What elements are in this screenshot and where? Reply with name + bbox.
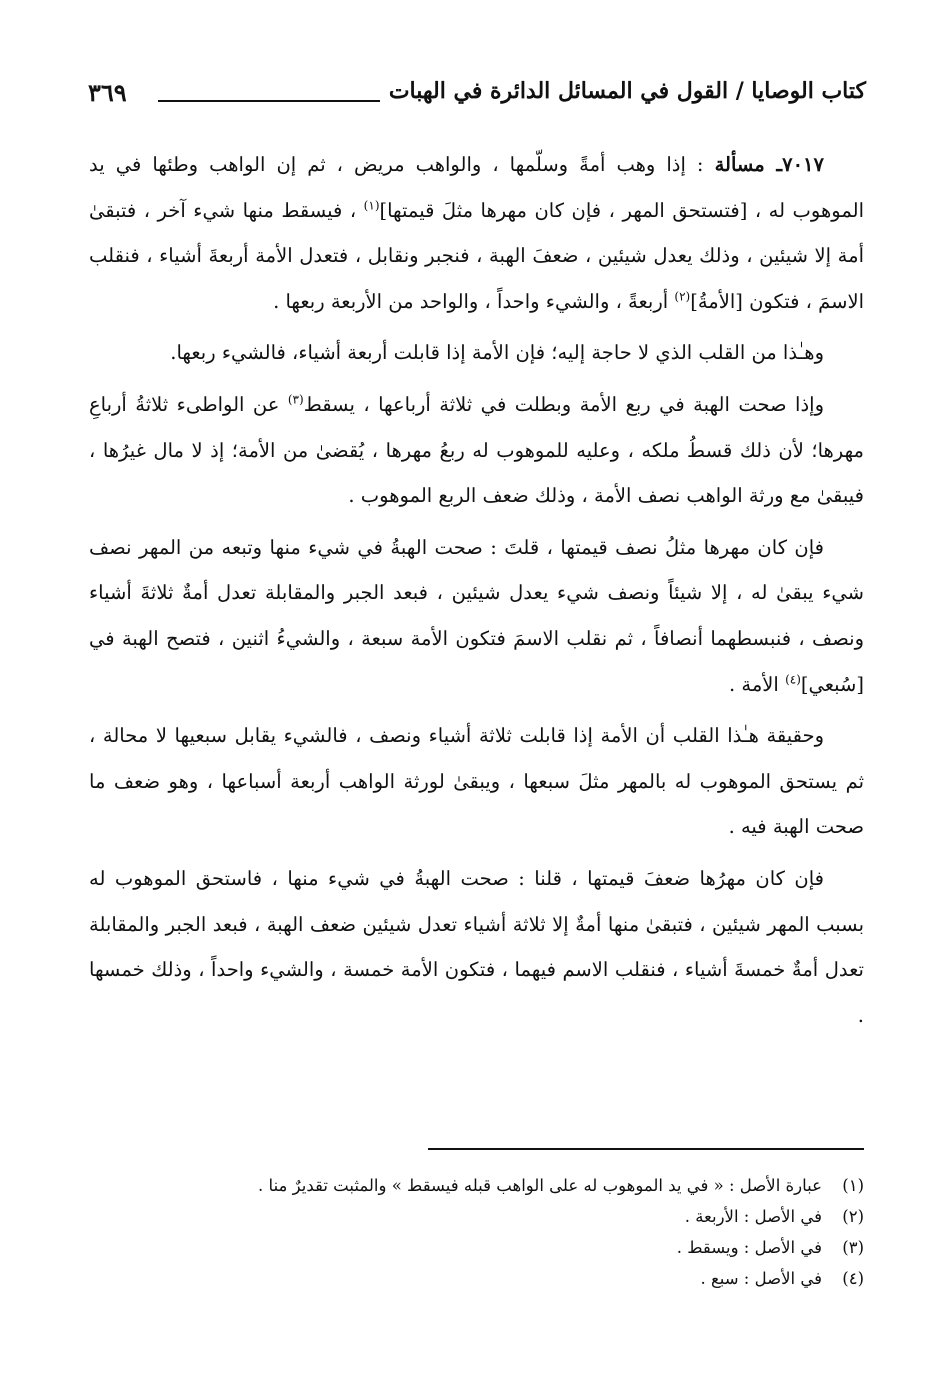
footnote-number: (١) [842, 1176, 864, 1195]
page-number: ٣٦٩ [88, 78, 127, 107]
paragraph-4 [89, 525, 864, 707]
footnote-3 [89, 1232, 864, 1263]
paragraph-6: فإن كان مهرُها ضعفَ قيمتها ، قلنا : صحت الهبةُ في شيء منها ، فاستحق الموهوب له بسبب المهر شيئين ، فتبقىٰ منها أمةٌ إلا ثلاثة أشياء تعدل شيئين ضعف الهبة ، فبعد الجبر والمقابلة تعدل أمةٌ خمسةَ أشياء ، فنقلب الاسم فيهما ، فتكون الأمة خمسة ، والشيء واحداً ، وذلك خمسها . [89, 866, 864, 1027]
paragraph-2: وهـٰذا من القلب الذي لا حاجة إليه؛ فإن الأمة إذا قابلت أربعة أشياء، فالشيء ربعها. [170, 341, 824, 365]
footnote-text: في الأصل : ويسقط . [676, 1238, 822, 1257]
footnote-separator [428, 1148, 864, 1150]
running-header [88, 72, 866, 122]
issue-number: ٧٠١٧ـ مسألة [714, 153, 824, 176]
footnote-1 [89, 1170, 864, 1201]
footnote-text: في الأصل : سبع . [700, 1269, 822, 1288]
running-title: كتاب الوصايا / القول في المسائل الدائرة في الهبات [388, 78, 866, 104]
footnote-number: (٢) [842, 1207, 864, 1226]
footnote-ref-3: (٣) [287, 392, 304, 407]
paragraph-1 [89, 142, 864, 324]
footnote-text: عبارة الأصل : « في يد الموهوب له على الواهب قبله فيسقط » والمثبت تقديرٌ منا . [258, 1176, 822, 1195]
footnote-ref-4: (٤) [785, 672, 801, 687]
footnote-number: (٣) [842, 1238, 864, 1257]
paragraph-3-text-b: عن الواطىء ثلاثةُ أرباعِ مهرها؛ لأن ذلك قسطُ ملكه ، وعليه للموهوب له ربعُ مهرها ، يُقضىٰ من الأمة؛ إذ لا مال غيرُها ، فيبقىٰ مع ورثة الواهب نصف الأمة ، وذلك ضعف الربع الموهوب . [89, 392, 864, 508]
paragraph-3-text-a: وإذا صحت الهبة في ربع الأمة وبطلت في ثلاثة أرباعها ، يسقط [303, 392, 824, 416]
header-rule [158, 100, 380, 102]
paragraph-3 [89, 382, 864, 519]
footnotes [89, 1170, 864, 1294]
paragraph-1-text-c: أربعةً ، والشيء واحداً ، والواحد من الأربعة ربعها . [273, 289, 675, 313]
footnote-2 [89, 1201, 864, 1232]
paragraph-4-text-a: فإن كان مهرها مثلُ نصف قيمتها ، قلتَ : صحت الهبةُ في شيء منها وتبعه من المهر نصف شيء يبقىٰ له ، إلا شيئاً ونصف شيء يعدل شيئين ، فبعد الجبر والمقابلة تعدل أمةٌ ثلاثةَ أشياء ونصف ، فنبسطهما أنصافاً ، ثم نقلب الاسمَ فتكون الأمة سبعة ، والشيءُ اثنين ، فتصح الهبة في [سُبعي] [89, 535, 864, 696]
footnote-4 [89, 1263, 864, 1294]
paragraph-5: وحقيقة هـٰذا القلب أن الأمة إذا قابلت ثلاثة أشياء ونصف ، فالشيء يقابل سبعيها لا محالة ، ثم يستحق الموهوب له بالمهر مثلَ سبعها ، ويبقىٰ لورثة الواهب أربعة أسباعها ، وهو ضعف ما صحت الهبة فيه . [89, 724, 864, 839]
paragraph-4-text-b: الأمة . [729, 672, 786, 696]
footnote-ref-2: (٢) [674, 289, 691, 304]
footnote-ref-1: (١) [363, 198, 380, 213]
paragraph-1-text-a: : إذا وهب أمةً وسلّمها ، والواهب مريض ، ثم إن الواهب وطئها في يد الموهوب له ، [فتستحق المهر ، فإن كان مهرها مثلَ قيمتها] [89, 153, 864, 222]
main-text [89, 142, 864, 1044]
paragraph-1-text-b: ، فيسقط منها شيء آخر ، فتبقىٰ أمة إلا شيئين ، وذلك يعدل شيئين ، ضعفَ الهبة ، فنجبر ونقابل ، فتعدل الأمة أربعةَ أشياء ، فنقلب الاسمَ ، فتكون [الأمةُ] [89, 198, 864, 313]
footnote-number: (٤) [842, 1269, 864, 1288]
footnote-text: في الأصل : الأربعة . [684, 1207, 822, 1226]
